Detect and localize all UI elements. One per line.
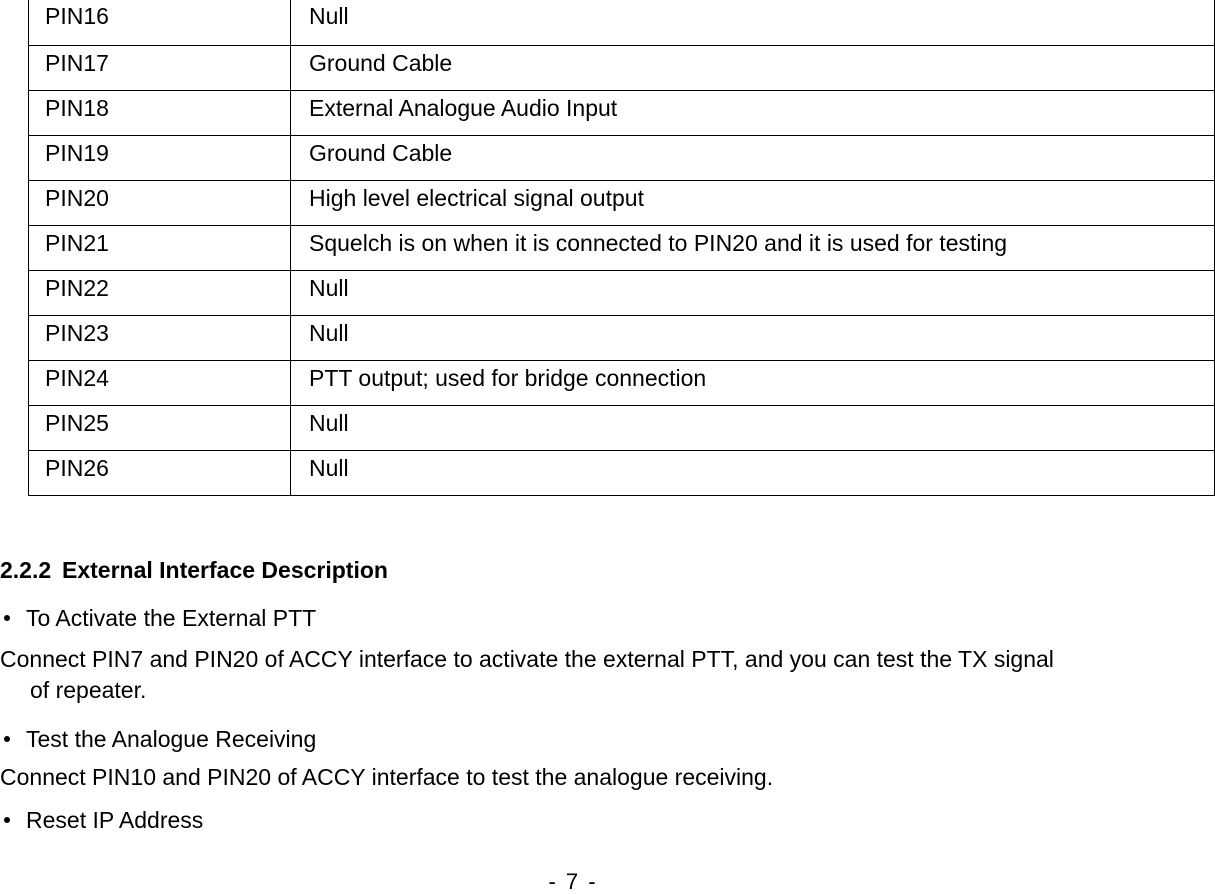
pin-table — [28, 0, 1215, 496]
description-cell: Null — [291, 405, 1215, 450]
description-cell: Null — [291, 315, 1215, 360]
pin-cell: PIN16 — [29, 0, 291, 45]
description-cell: External Analogue Audio Input — [291, 90, 1215, 135]
paragraph-line: Connect PIN10 and PIN20 of ACCY interface to test the analogue receiving. — [0, 764, 774, 790]
description-cell: Ground Cable — [291, 45, 1215, 90]
paragraph-line: of repeater. — [30, 677, 147, 703]
pin-cell: PIN23 — [29, 315, 291, 360]
description-cell: PTT output; used for bridge connection — [291, 360, 1215, 405]
pin-cell: PIN26 — [29, 450, 291, 495]
bullet-item-analogue-receiving — [0, 724, 316, 754]
bullet-icon — [4, 736, 10, 742]
table-row — [29, 135, 1215, 180]
table-row — [29, 180, 1215, 225]
paragraph-activate-ptt — [0, 644, 1054, 706]
description-cell: High level electrical signal output — [291, 180, 1215, 225]
bullet-item-reset-ip — [0, 805, 203, 835]
section-heading — [0, 555, 388, 585]
pin-cell: PIN21 — [29, 225, 291, 270]
description-cell: Null — [291, 450, 1215, 495]
bullet-item-activate-ptt — [0, 603, 316, 633]
pin-cell: PIN18 — [29, 90, 291, 135]
section-number: 2.2.2 — [0, 557, 52, 583]
bullet-icon — [4, 615, 10, 621]
table-row — [29, 315, 1215, 360]
table-row — [29, 405, 1215, 450]
table-row — [29, 225, 1215, 270]
table-row — [29, 45, 1215, 90]
page-number: - 7 - — [548, 869, 598, 894]
table-row — [29, 450, 1215, 495]
paragraph-line: Connect PIN7 and PIN20 of ACCY interface to activate the external PTT, and you can test the TX signal — [0, 646, 1054, 672]
pin-cell: PIN17 — [29, 45, 291, 90]
pin-cell: PIN22 — [29, 270, 291, 315]
pin-cell: PIN24 — [29, 360, 291, 405]
description-cell: Null — [291, 270, 1215, 315]
table-row — [29, 360, 1215, 405]
description-cell: Ground Cable — [291, 135, 1215, 180]
pin-cell: PIN25 — [29, 405, 291, 450]
bullet-label: To Activate the External PTT — [26, 605, 317, 631]
description-cell: Null — [291, 0, 1215, 45]
pin-cell: PIN19 — [29, 135, 291, 180]
section-title: External Interface Description — [62, 557, 388, 583]
pin-cell: PIN20 — [29, 180, 291, 225]
table-row — [29, 0, 1215, 45]
bullet-label: Reset IP Address — [26, 807, 204, 833]
bullet-label: Test the Analogue Receiving — [26, 726, 317, 752]
table-row — [29, 270, 1215, 315]
pin-table-body — [29, 0, 1215, 495]
table-row — [29, 90, 1215, 135]
bullet-icon — [4, 817, 10, 823]
description-cell: Squelch is on when it is connected to PIN20 and it is used for testing — [291, 225, 1215, 270]
paragraph-analogue-receiving — [0, 762, 773, 793]
